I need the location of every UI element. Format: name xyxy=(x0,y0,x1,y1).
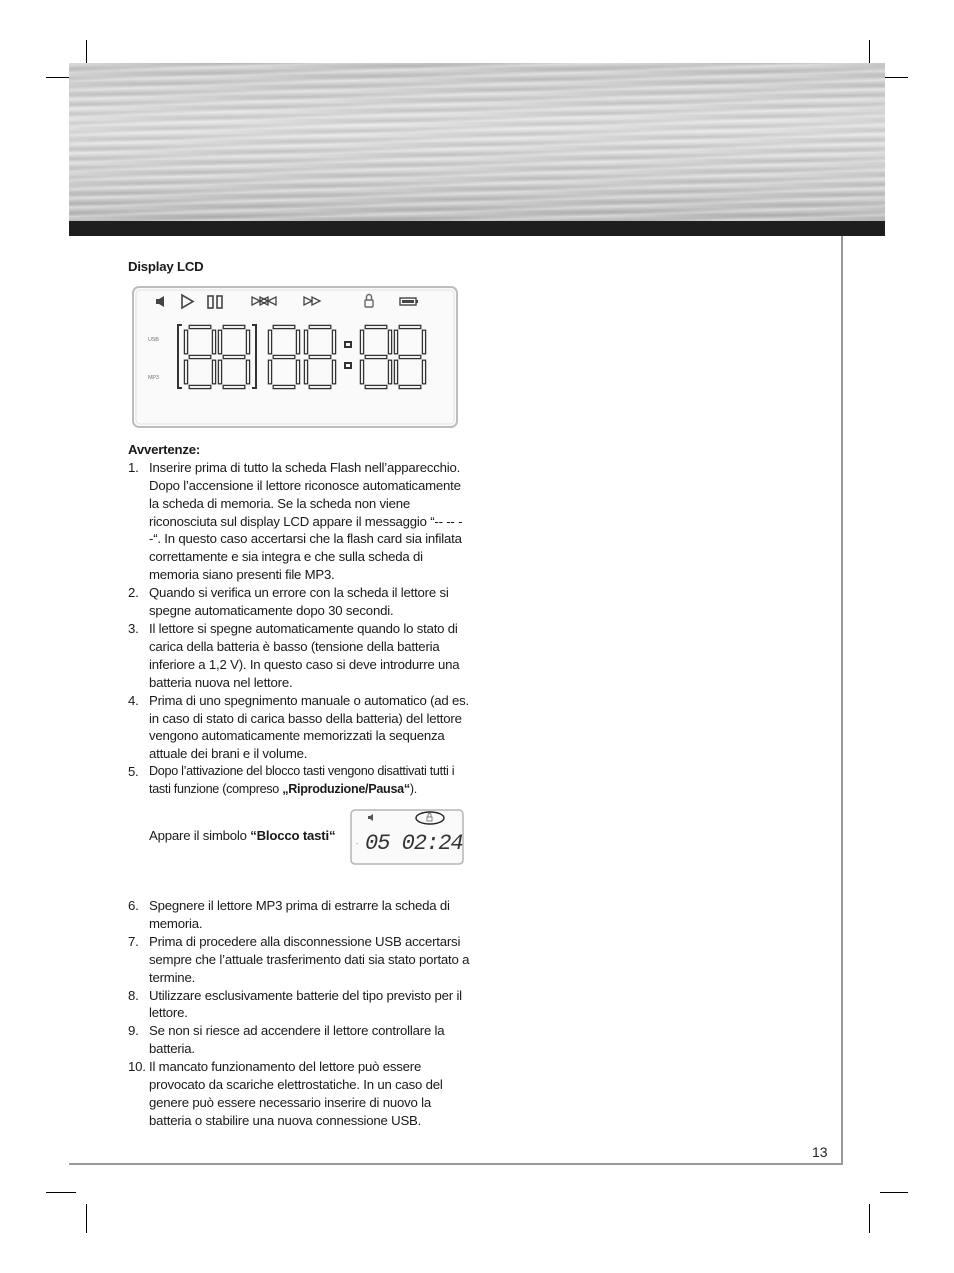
list-item xyxy=(128,933,473,987)
list-text: Spegnere il lettore MP3 prima di estrarre la scheda di memoria. xyxy=(149,898,450,931)
key-lock-bold: “Blocco tasti“ xyxy=(250,828,336,844)
list-text: Quando si verifica un errore con la scheda il lettore si spegne automaticamente dopo 30 secondi. xyxy=(149,585,449,619)
list-item xyxy=(128,459,473,584)
list-item xyxy=(128,692,473,764)
warnings-list-continued xyxy=(128,897,473,1130)
crop-mark xyxy=(86,1204,87,1233)
list-text: Dopo l’attivazione del blocco tasti vengono disattivati tutti i tasti funzione (compreso xyxy=(149,764,455,797)
list-number: 1. xyxy=(128,459,139,475)
lcd-dash: - xyxy=(356,841,359,849)
list-item xyxy=(128,897,473,933)
list-number: 6. xyxy=(128,898,139,914)
list-item xyxy=(128,1022,473,1058)
warnings-title: Avvertenze: xyxy=(128,441,201,457)
list-text: Prima di procedere alla disconnessione USB accertarsi sempre che l’attuale trasferimento dati sia stato portato a termine. xyxy=(149,933,470,985)
lcd-display-svg xyxy=(130,285,460,431)
page-number: 13 xyxy=(812,1144,828,1160)
crop-mark xyxy=(46,1192,76,1193)
list-item xyxy=(128,584,473,620)
crop-mark xyxy=(880,1192,908,1193)
list-text: Il mancato funzionamento del lettore può essere provocato da scariche elettrostatiche. In un caso del genere può essere necessario inserire di nuovo la batteria o stabilire una nuova connessione USB. xyxy=(149,1059,443,1128)
list-text: Se non si riesce ad accendere il lettore controllare la batteria. xyxy=(149,1023,445,1057)
list-item xyxy=(128,763,473,799)
list-number: 10. xyxy=(128,1059,146,1075)
warnings-list xyxy=(128,459,473,799)
list-text: Utilizzare esclusivamente batterie del tipo previsto per il lettore. xyxy=(149,987,462,1021)
key-lock-caption xyxy=(149,827,335,845)
lcd-display-illustration xyxy=(130,285,460,431)
key-lock-text: Appare il simbolo xyxy=(149,828,251,844)
list-text: Prima di uno spegnimento manuale o automatico (ad es. in caso di stato di carica basso della batteria) del lettore vengono automaticamente memorizzati la sequenza attuale dei brani e il volume. xyxy=(149,692,470,762)
key-lock-display-illustration xyxy=(350,809,464,865)
list-number: 4. xyxy=(128,692,139,708)
list-number: 2. xyxy=(128,585,139,601)
list-text: Inserire prima di tutto la scheda Flash nell’apparecchio. Dopo l’accensione il lettore riconosce automaticamente la scheda di memoria. Se la scheda non viene riconosciuta sul display LCD appare il messaggio “-- -- --“. In questo caso accertarsi che la flash card sia infilata correttamente e sia integra e che sulla scheda di memoria siano presenti file MP3. xyxy=(149,459,463,583)
list-number: 5. xyxy=(128,764,139,780)
crop-mark xyxy=(869,1204,870,1233)
list-item xyxy=(128,620,473,692)
list-number: 3. xyxy=(128,620,139,636)
main-content xyxy=(128,258,473,1130)
mp3-label: MP3 xyxy=(148,374,159,381)
list-text: Il lettore si spegne automaticamente quando lo stato di carica della batteria è basso (tensione della batteria inferiore a 1,2 V). In questo caso si deve introdurre una batteria nuova nel lettore. xyxy=(149,620,460,690)
section-title: Display LCD xyxy=(128,259,204,274)
header-brushed-metal-band xyxy=(69,63,885,221)
list-item xyxy=(128,987,473,1023)
list-text-bold: „Riproduzione/Pausa“ xyxy=(282,782,410,797)
key-lock-row xyxy=(128,809,473,879)
header-dark-bar xyxy=(69,221,885,236)
list-item xyxy=(128,1058,473,1130)
page-frame-bottom xyxy=(69,1163,843,1165)
page-frame-right xyxy=(841,236,843,1165)
list-text-after: ). xyxy=(409,782,417,797)
list-number: 7. xyxy=(128,933,139,949)
list-number: 9. xyxy=(128,1023,139,1039)
usb-label: USB xyxy=(148,336,159,343)
list-number: 8. xyxy=(128,987,139,1003)
key-lock-display-value: 05 02:24 xyxy=(365,831,463,857)
